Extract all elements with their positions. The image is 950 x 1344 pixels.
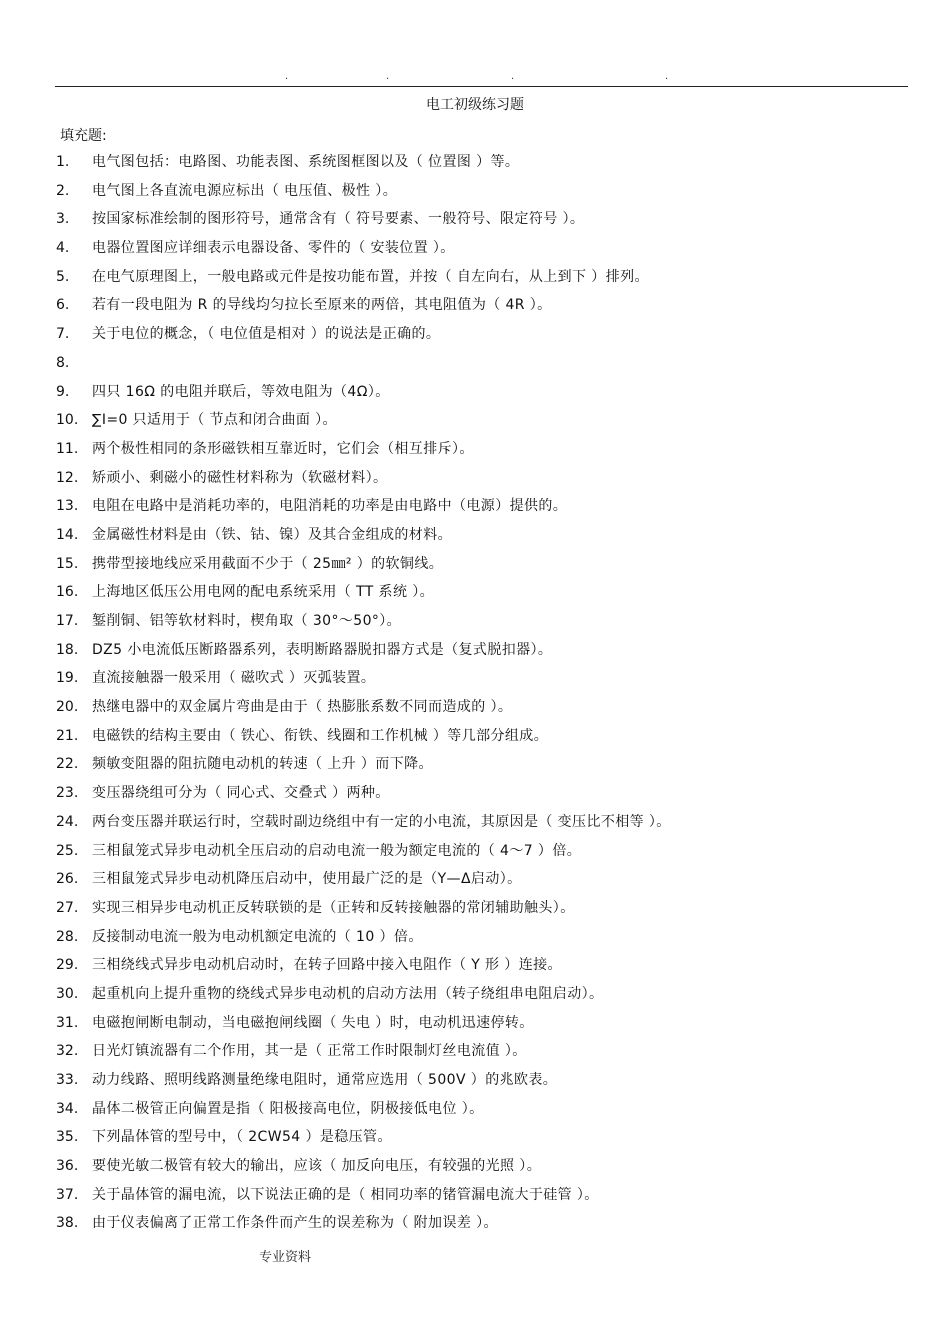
question-text: 关于电位的概念，（ 电位值是相对 ）的说法是正确的。 (92, 326, 441, 343)
question-item (56, 349, 936, 378)
header-dot: . (386, 71, 390, 82)
question-number: 20. (56, 699, 79, 716)
question-number: 36. (56, 1158, 79, 1175)
question-text: 电磁抱闸断电制动，当电磁抱闸线圈（ 失电 ）时，电动机迅速停转。 (92, 1014, 534, 1031)
question-number: 26. (56, 871, 79, 888)
question-number: 3. (56, 211, 70, 228)
header-dot: . (511, 71, 515, 82)
question-number: 32. (56, 1043, 79, 1060)
question-number: 11. (56, 440, 79, 457)
header-dot: . (665, 71, 669, 82)
question-list (56, 148, 936, 1238)
question-text: 晶体二极管正向偏置是指（ 阳极接高电位，阴极接低电位 ）。 (92, 1100, 484, 1117)
question-item (56, 1152, 936, 1181)
question-text: 电气图上各直流电源应标出（ 电压值、极性 ）。 (92, 182, 398, 199)
question-item (56, 1123, 936, 1152)
question-item (56, 1209, 936, 1238)
question-number: 33. (56, 1072, 79, 1088)
question-number: 7. (56, 326, 70, 343)
question-text: 要使光敏二极管有较大的输出，应该（ 加反向电压，有较强的光照 ）。 (92, 1158, 542, 1175)
question-number: 27. (56, 899, 79, 916)
header-rule (55, 86, 908, 87)
question-item (56, 1095, 936, 1124)
question-item (56, 894, 936, 923)
question-text: 电磁铁的结构主要由（ 铁心、衔铁、线圈和工作机械 ）等几部分组成。 (92, 727, 549, 744)
question-item (56, 980, 936, 1009)
question-number: 19. (56, 670, 79, 687)
question-item (56, 636, 936, 665)
question-number: 8. (56, 354, 70, 371)
question-item (56, 664, 936, 693)
question-item (56, 750, 936, 779)
question-number: 4. (56, 240, 70, 257)
question-number: 6. (56, 297, 70, 314)
question-item (56, 550, 936, 579)
question-number: 14. (56, 526, 79, 543)
question-item (56, 1037, 936, 1066)
question-number: 35. (56, 1129, 79, 1146)
question-number: 28. (56, 928, 79, 945)
question-number: 23. (56, 785, 79, 802)
question-text: 热继电器中的双金属片弯曲是由于（ 热膨胀系数不同而造成的 ）。 (92, 699, 513, 716)
question-item (56, 148, 936, 177)
question-number: 12. (56, 469, 79, 486)
question-item (56, 1181, 936, 1210)
question-number: 22. (56, 756, 79, 773)
question-item (56, 205, 936, 234)
question-item (56, 837, 936, 866)
question-text: 三相绕线式异步电动机启动时，在转子回路中接入电阻作（ Y 形 ）连接。 (92, 957, 562, 974)
question-number: 17. (56, 613, 79, 629)
question-item (56, 492, 936, 521)
header-dots (0, 72, 950, 84)
question-text: 电气图包括：电路图、功能表图、系统图框图以及（ 位置图 ）等。 (92, 154, 520, 170)
question-number: 16. (56, 584, 79, 601)
header-dot: . (285, 71, 289, 82)
question-item (56, 177, 936, 206)
question-text: 关于晶体管的漏电流，以下说法正确的是（ 相同功率的锗管漏电流大于硅管 ）。 (92, 1186, 599, 1203)
question-number: 34. (56, 1100, 79, 1117)
question-number: 9. (56, 383, 70, 400)
question-text: 金属磁性材料是由（铁、钴、镍）及其合金组成的材料。 (92, 526, 452, 543)
question-text: 錾削铜、铝等软材料时，楔角取（ 30°～50°）。 (92, 613, 402, 629)
question-text: 携带型接地线应采用截面不少于（ 25㎜² ）的软铜线。 (92, 555, 444, 572)
question-text: ∑I=0 只适用于（ 节点和闭合曲面 ）。 (92, 412, 337, 429)
question-text: 实现三相异步电动机正反转联锁的是（正转和反转接触器的常闭辅助触头）。 (92, 899, 575, 916)
question-item (56, 234, 936, 263)
question-number: 37. (56, 1186, 79, 1203)
question-item (56, 378, 936, 407)
question-number: 30. (56, 985, 79, 1002)
question-text: 动力线路、照明线路测量绝缘电阻时，通常应选用（ 500V ）的兆欧表。 (92, 1072, 558, 1088)
question-item (56, 320, 936, 349)
question-item (56, 464, 936, 493)
question-item (56, 808, 936, 837)
question-number: 1. (56, 154, 70, 170)
question-number: 24. (56, 813, 79, 830)
question-text: 四只 16Ω 的电阻并联后，等效电阻为（4Ω）。 (92, 383, 390, 400)
question-number: 38. (56, 1215, 79, 1232)
question-text: 两个极性相同的条形磁铁相互靠近时，它们会（相互排斥）。 (92, 440, 474, 457)
question-text: 在电气原理图上，一般电路或元件是按功能布置，并按（ 自左向右，从上到下 ）排列。 (92, 268, 649, 285)
question-number: 21. (56, 727, 79, 744)
question-number: 5. (56, 268, 70, 285)
question-text: 下列晶体管的型号中，（ 2CW54 ）是稳压管。 (92, 1129, 392, 1146)
question-number: 25. (56, 842, 79, 859)
question-item (56, 406, 936, 435)
question-text: 若有一段电阻为 R 的导线均匀拉长至原来的两倍，其电阻值为（ 4R ）。 (92, 297, 552, 314)
question-item (56, 435, 936, 464)
question-number: 15. (56, 555, 79, 572)
question-number: 2. (56, 182, 70, 199)
section-label: 填充题: (60, 128, 107, 144)
question-number: 10. (56, 412, 79, 429)
question-item (56, 578, 936, 607)
question-text: 直流接触器一般采用（ 磁吹式 ）灭弧装置。 (92, 670, 376, 687)
question-item (56, 291, 936, 320)
question-number: 31. (56, 1014, 79, 1031)
question-text: DZ5 小电流低压断路器系列，表明断路器脱扣器方式是（复式脱扣器）。 (92, 641, 553, 658)
question-item (56, 607, 936, 636)
page-title: 电工初级练习题 (426, 97, 524, 113)
question-text: 两台变压器并联运行时，空载时副边绕组中有一定的小电流，其原因是（ 变压比不相等 ）。 (92, 813, 671, 830)
question-item (56, 779, 936, 808)
question-item (56, 693, 936, 722)
question-item (56, 263, 936, 292)
question-text: 起重机向上提升重物的绕线式异步电动机的启动方法用（转子绕组串电阻启动）。 (92, 985, 604, 1002)
question-text: 反接制动电流一般为电动机额定电流的（ 10 ）倍。 (92, 928, 423, 945)
question-text: 按国家标准绘制的图形符号，通常含有（ 符号要素、一般符号、限定符号 ）。 (92, 211, 585, 228)
question-item (56, 865, 936, 894)
page-footer: 专业资料 (259, 1250, 312, 1265)
question-text: 三相鼠笼式异步电动机全压启动的启动电流一般为额定电流的（ 4～7 ）倍。 (92, 842, 582, 859)
question-item (56, 923, 936, 952)
question-item (56, 1066, 936, 1095)
question-text: 矫顽小、剩磁小的磁性材料称为（软磁材料）。 (92, 469, 388, 486)
question-item (56, 1009, 936, 1038)
question-item (56, 951, 936, 980)
question-text: 电器位置图应详细表示电器设备、零件的（ 安装位置 ）。 (92, 240, 455, 257)
question-number: 29. (56, 957, 79, 974)
question-number: 18. (56, 641, 79, 658)
question-text: 频敏变阻器的阻抗随电动机的转速（ 上升 ）而下降。 (92, 756, 433, 773)
question-item (56, 722, 936, 751)
question-text: 变压器绕组可分为（ 同心式、交叠式 ）两种。 (92, 785, 390, 802)
question-text: 由于仪表偏离了正常工作条件而产生的误差称为（ 附加误差 ）。 (92, 1215, 498, 1232)
question-text: 三相鼠笼式异步电动机降压启动中，使用最广泛的是（Y—Δ启动）。 (92, 871, 522, 888)
question-number: 13. (56, 498, 79, 515)
question-text: 日光灯镇流器有二个作用，其一是（ 正常工作时限制灯丝电流值 ）。 (92, 1043, 527, 1060)
question-item (56, 521, 936, 550)
question-text: 上海地区低压公用电网的配电系统采用（ TT 系统 ）。 (92, 584, 435, 601)
question-text: 电阻在电路中是消耗功率的，电阻消耗的功率是由电路中（电源）提供的。 (92, 498, 568, 515)
